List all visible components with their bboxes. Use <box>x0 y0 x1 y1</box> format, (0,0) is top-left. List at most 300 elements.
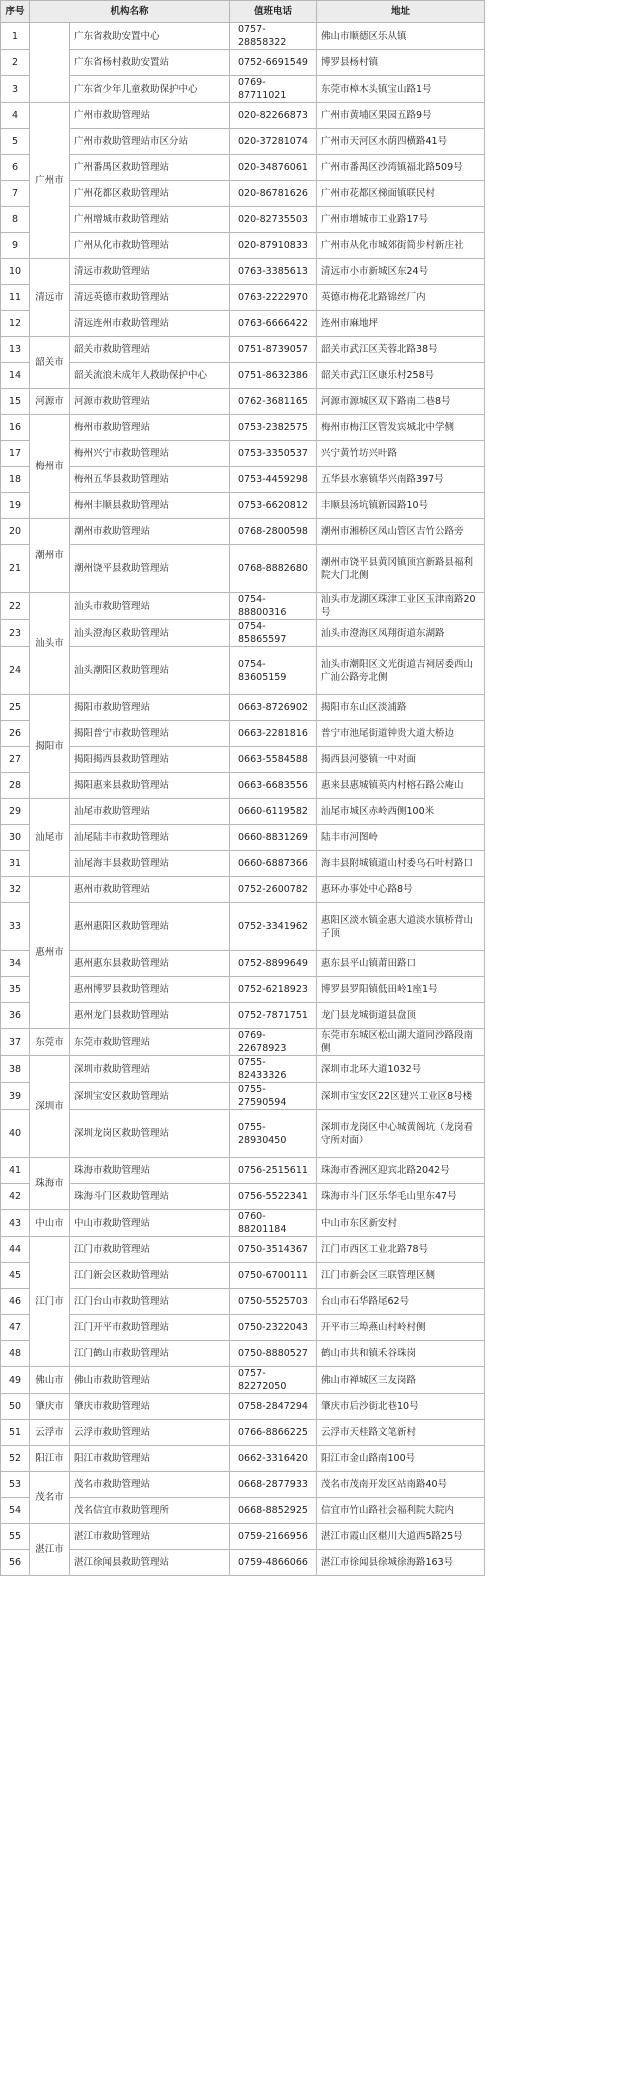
duty-phone: 0751-8632386 <box>230 363 317 389</box>
address: 博罗县罗阳镇低田岭1座1号 <box>317 977 485 1003</box>
row-number: 21 <box>1 545 30 593</box>
address: 广州市黄埔区果园五路9号 <box>317 103 485 129</box>
row-number: 5 <box>1 129 30 155</box>
table-row <box>1 593 485 620</box>
table-row <box>1 1056 485 1083</box>
city-cell: 韶关市 <box>30 337 70 389</box>
institution-name: 清远连州市救助管理站 <box>70 311 230 337</box>
address: 惠环办事处中心路8号 <box>317 877 485 903</box>
table-row <box>1 337 485 363</box>
duty-phone: 0769-87711021 <box>230 76 317 103</box>
duty-phone: 0753-3350537 <box>230 441 317 467</box>
address: 揭西县河婆镇一中对面 <box>317 747 485 773</box>
address: 佛山市禅城区三友岗路 <box>317 1367 485 1394</box>
duty-phone: 0759-2166956 <box>230 1524 317 1550</box>
address: 中山市东区新安村 <box>317 1210 485 1237</box>
institution-name: 惠州市救助管理站 <box>70 877 230 903</box>
table-row <box>1 23 485 50</box>
duty-phone: 0668-8852925 <box>230 1498 317 1524</box>
city-cell: 广州市 <box>30 103 70 259</box>
duty-phone: 0754-83605159 <box>230 647 317 695</box>
address: 普宁市池尾街道钟贵大道大桥边 <box>317 721 485 747</box>
table-row <box>1 1184 485 1210</box>
table-row <box>1 415 485 441</box>
institution-name: 中山市救助管理站 <box>70 1210 230 1237</box>
institution-name: 广州市救助管理站市区分站 <box>70 129 230 155</box>
address: 阳江市金山路南100号 <box>317 1446 485 1472</box>
header-addr: 地址 <box>317 1 485 23</box>
institution-name: 深圳市救助管理站 <box>70 1056 230 1083</box>
address: 佛山市顺德区乐从镇 <box>317 23 485 50</box>
address: 茂名市茂南开发区站南路40号 <box>317 1472 485 1498</box>
row-number: 17 <box>1 441 30 467</box>
row-number: 30 <box>1 825 30 851</box>
address: 惠阳区淡水镇金惠大道淡水镇桥背山子顶 <box>317 903 485 951</box>
duty-phone: 0754-88800316 <box>230 593 317 620</box>
institution-name: 湛江市救助管理站 <box>70 1524 230 1550</box>
address: 龙门县龙城街道县盘顶 <box>317 1003 485 1029</box>
table-row <box>1 799 485 825</box>
city-cell: 阳江市 <box>30 1446 70 1472</box>
row-number: 29 <box>1 799 30 825</box>
duty-phone: 0769-22678923 <box>230 1029 317 1056</box>
duty-phone: 0752-6691549 <box>230 50 317 76</box>
header-name: 机构名称 <box>30 1 230 23</box>
table-row <box>1 545 485 593</box>
table-row <box>1 1289 485 1315</box>
duty-phone: 0660-6887366 <box>230 851 317 877</box>
duty-phone: 0660-8831269 <box>230 825 317 851</box>
table-row <box>1 181 485 207</box>
address: 珠海市香洲区迎宾北路2042号 <box>317 1158 485 1184</box>
address: 深圳市龙岗区中心城黄阁坑（龙岗看守所对面） <box>317 1110 485 1158</box>
duty-phone: 0755-82433326 <box>230 1056 317 1083</box>
address: 潮州市湘桥区凤山管区吉竹公路旁 <box>317 519 485 545</box>
table-row <box>1 311 485 337</box>
institution-name: 江门市救助管理站 <box>70 1237 230 1263</box>
address: 云浮市天桂路文笔新村 <box>317 1420 485 1446</box>
row-number: 19 <box>1 493 30 519</box>
table-row <box>1 1315 485 1341</box>
institution-name: 广州番禺区救助管理站 <box>70 155 230 181</box>
address: 湛江市徐闻县徐城徐海路163号 <box>317 1550 485 1576</box>
header-no: 序号 <box>1 1 30 23</box>
row-number: 22 <box>1 593 30 620</box>
duty-phone: 0768-2800598 <box>230 519 317 545</box>
institution-name: 韶关市救助管理站 <box>70 337 230 363</box>
table-row <box>1 825 485 851</box>
address: 深圳市宝安区22区建兴工业区8号楼 <box>317 1083 485 1110</box>
table-row <box>1 519 485 545</box>
row-number: 26 <box>1 721 30 747</box>
duty-phone: 0753-2382575 <box>230 415 317 441</box>
row-number: 47 <box>1 1315 30 1341</box>
duty-phone: 0752-6218923 <box>230 977 317 1003</box>
duty-phone: 0753-6620812 <box>230 493 317 519</box>
institution-name: 河源市救助管理站 <box>70 389 230 415</box>
row-number: 36 <box>1 1003 30 1029</box>
city-cell: 中山市 <box>30 1210 70 1237</box>
table-row <box>1 851 485 877</box>
institution-name: 清远英德市救助管理站 <box>70 285 230 311</box>
row-number: 56 <box>1 1550 30 1576</box>
row-number: 3 <box>1 76 30 103</box>
institution-name: 揭阳惠来县救助管理站 <box>70 773 230 799</box>
table-row <box>1 1003 485 1029</box>
table-row <box>1 441 485 467</box>
address: 东莞市东城区松山湖大道同沙路段南侧 <box>317 1029 485 1056</box>
row-number: 25 <box>1 695 30 721</box>
duty-phone: 0752-2600782 <box>230 877 317 903</box>
city-cell: 清远市 <box>30 259 70 337</box>
address: 开平市三埠燕山村岭村侧 <box>317 1315 485 1341</box>
row-number: 8 <box>1 207 30 233</box>
address: 深圳市北环大道1032号 <box>317 1056 485 1083</box>
institution-name: 广州从化市救助管理站 <box>70 233 230 259</box>
table-row <box>1 129 485 155</box>
row-number: 32 <box>1 877 30 903</box>
city-cell: 河源市 <box>30 389 70 415</box>
row-number: 9 <box>1 233 30 259</box>
table-row <box>1 207 485 233</box>
duty-phone: 0663-2281816 <box>230 721 317 747</box>
row-number: 14 <box>1 363 30 389</box>
address: 信宜市竹山路社会福利院大院内 <box>317 1498 485 1524</box>
table-row <box>1 1446 485 1472</box>
duty-phone: 0754-85865597 <box>230 620 317 647</box>
institution-name: 江门新会区救助管理站 <box>70 1263 230 1289</box>
duty-phone: 0755-28930450 <box>230 1110 317 1158</box>
table-body <box>1 23 485 1576</box>
city-cell: 珠海市 <box>30 1158 70 1210</box>
address: 清远市小市新城区东24号 <box>317 259 485 285</box>
institution-name: 揭阳揭西县救助管理站 <box>70 747 230 773</box>
institution-name: 韶关流浪未成年人救助保护中心 <box>70 363 230 389</box>
duty-phone: 0758-2847294 <box>230 1394 317 1420</box>
institution-name: 汕尾市救助管理站 <box>70 799 230 825</box>
city-cell: 梅州市 <box>30 415 70 519</box>
table-row <box>1 155 485 181</box>
row-number: 48 <box>1 1341 30 1367</box>
institution-name: 梅州市救助管理站 <box>70 415 230 441</box>
institution-name: 肇庆市救助管理站 <box>70 1394 230 1420</box>
duty-phone: 0668-2877933 <box>230 1472 317 1498</box>
institution-name: 深圳宝安区救助管理站 <box>70 1083 230 1110</box>
institution-name: 汕头市救助管理站 <box>70 593 230 620</box>
table-row <box>1 1341 485 1367</box>
duty-phone: 0763-2222970 <box>230 285 317 311</box>
city-cell: 潮州市 <box>30 519 70 593</box>
address: 肇庆市后沙街北巷10号 <box>317 1394 485 1420</box>
row-number: 18 <box>1 467 30 493</box>
institution-name: 汕头澄海区救助管理站 <box>70 620 230 647</box>
table-row <box>1 1263 485 1289</box>
address: 揭阳市东山区淡浦路 <box>317 695 485 721</box>
institution-name: 江门台山市救助管理站 <box>70 1289 230 1315</box>
institution-name: 云浮市救助管理站 <box>70 1420 230 1446</box>
row-number: 43 <box>1 1210 30 1237</box>
institution-name: 江门开平市救助管理站 <box>70 1315 230 1341</box>
institution-name: 江门鹤山市救助管理站 <box>70 1341 230 1367</box>
row-number: 35 <box>1 977 30 1003</box>
address: 汕头市龙湖区珠津工业区玉津南路20号 <box>317 593 485 620</box>
address: 丰顺县汤坑镇新园路10号 <box>317 493 485 519</box>
address: 广州市花都区梯面镇联民村 <box>317 181 485 207</box>
duty-phone: 0755-27590594 <box>230 1083 317 1110</box>
table-row <box>1 747 485 773</box>
duty-phone: 0757-28858322 <box>230 23 317 50</box>
address: 梅州市梅江区管发宾城北中学侧 <box>317 415 485 441</box>
institution-name: 珠海市救助管理站 <box>70 1158 230 1184</box>
institution-name: 广州花都区救助管理站 <box>70 181 230 207</box>
institution-name: 揭阳普宁市救助管理站 <box>70 721 230 747</box>
address: 陆丰市河图岭 <box>317 825 485 851</box>
duty-phone: 0763-3385613 <box>230 259 317 285</box>
city-cell: 惠州市 <box>30 877 70 1029</box>
institution-name: 揭阳市救助管理站 <box>70 695 230 721</box>
table-row <box>1 1029 485 1056</box>
row-number: 45 <box>1 1263 30 1289</box>
row-number: 28 <box>1 773 30 799</box>
row-number: 39 <box>1 1083 30 1110</box>
institution-name: 茂名市救助管理站 <box>70 1472 230 1498</box>
city-cell: 江门市 <box>30 1237 70 1367</box>
table-row <box>1 50 485 76</box>
row-number: 46 <box>1 1289 30 1315</box>
institution-name: 深圳龙岗区救助管理站 <box>70 1110 230 1158</box>
institution-name: 阳江市救助管理站 <box>70 1446 230 1472</box>
row-number: 52 <box>1 1446 30 1472</box>
table-row <box>1 1550 485 1576</box>
institution-name: 梅州丰顺县救助管理站 <box>70 493 230 519</box>
address: 韶关市武江区康乐村258号 <box>317 363 485 389</box>
institution-name: 惠州惠东县救助管理站 <box>70 951 230 977</box>
institution-name: 汕头潮阳区救助管理站 <box>70 647 230 695</box>
address: 东莞市樟木头镇宝山路1号 <box>317 76 485 103</box>
duty-phone: 0750-3514367 <box>230 1237 317 1263</box>
row-number: 53 <box>1 1472 30 1498</box>
duty-phone: 0660-6119582 <box>230 799 317 825</box>
city-cell: 汕尾市 <box>30 799 70 877</box>
row-number: 10 <box>1 259 30 285</box>
table-row <box>1 877 485 903</box>
row-number: 4 <box>1 103 30 129</box>
address: 湛江市霞山区椹川大道西5路25号 <box>317 1524 485 1550</box>
institution-name: 广东省少年儿童救助保护中心 <box>70 76 230 103</box>
duty-phone: 020-86781626 <box>230 181 317 207</box>
row-number: 55 <box>1 1524 30 1550</box>
duty-phone: 0752-7871751 <box>230 1003 317 1029</box>
institution-name: 惠州博罗县救助管理站 <box>70 977 230 1003</box>
city-cell: 东莞市 <box>30 1029 70 1056</box>
duty-phone: 0756-2515611 <box>230 1158 317 1184</box>
row-number: 15 <box>1 389 30 415</box>
institution-name: 佛山市救助管理站 <box>70 1367 230 1394</box>
institution-name: 惠州惠阳区救助管理站 <box>70 903 230 951</box>
row-number: 27 <box>1 747 30 773</box>
address: 博罗县杨村镇 <box>317 50 485 76</box>
table-row <box>1 1210 485 1237</box>
address: 广州市番禺区沙湾镇福北路509号 <box>317 155 485 181</box>
address: 广州市增城市工业路17号 <box>317 207 485 233</box>
row-number: 20 <box>1 519 30 545</box>
row-number: 6 <box>1 155 30 181</box>
institution-name: 茂名信宜市救助管理所 <box>70 1498 230 1524</box>
row-number: 24 <box>1 647 30 695</box>
duty-phone: 0768-8882680 <box>230 545 317 593</box>
institution-name: 汕尾陆丰市救助管理站 <box>70 825 230 851</box>
address: 惠东县平山镇莆田路口 <box>317 951 485 977</box>
institution-name: 清远市救助管理站 <box>70 259 230 285</box>
institution-name: 潮州市救助管理站 <box>70 519 230 545</box>
institution-name: 惠州龙门县救助管理站 <box>70 1003 230 1029</box>
table-row <box>1 977 485 1003</box>
duty-phone: 0750-6700111 <box>230 1263 317 1289</box>
row-number: 33 <box>1 903 30 951</box>
institution-name: 广东省救助安置中心 <box>70 23 230 50</box>
city-cell <box>30 23 70 103</box>
header-tel: 值班电话 <box>230 1 317 23</box>
address: 河源市源城区双下路南二巷8号 <box>317 389 485 415</box>
table-row <box>1 1524 485 1550</box>
institution-name: 湛江徐闻县救助管理站 <box>70 1550 230 1576</box>
table-row <box>1 1158 485 1184</box>
row-number: 23 <box>1 620 30 647</box>
institution-name: 广州增城市救助管理站 <box>70 207 230 233</box>
address: 五华县水寨镇华兴南路397号 <box>317 467 485 493</box>
table-row <box>1 103 485 129</box>
duty-phone: 0750-5525703 <box>230 1289 317 1315</box>
city-cell: 揭阳市 <box>30 695 70 799</box>
duty-phone: 0750-2322043 <box>230 1315 317 1341</box>
address: 连州市麻地坪 <box>317 311 485 337</box>
row-number: 34 <box>1 951 30 977</box>
institution-name: 潮州饶平县救助管理站 <box>70 545 230 593</box>
table-row <box>1 1394 485 1420</box>
table-row <box>1 903 485 951</box>
address: 广州市从化市城郊街简步村新庄社 <box>317 233 485 259</box>
address: 广州市天河区水荫四横路41号 <box>317 129 485 155</box>
duty-phone: 0756-5522341 <box>230 1184 317 1210</box>
institution-name: 广州市救助管理站 <box>70 103 230 129</box>
table-row <box>1 467 485 493</box>
city-cell: 汕头市 <box>30 593 70 695</box>
table-row <box>1 259 485 285</box>
table-row <box>1 951 485 977</box>
table-row <box>1 1110 485 1158</box>
institution-name: 梅州兴宁市救助管理站 <box>70 441 230 467</box>
row-number: 11 <box>1 285 30 311</box>
address: 潮州市饶平县黄冈镇顶宫新路县福利院大门北侧 <box>317 545 485 593</box>
duty-phone: 0762-3681165 <box>230 389 317 415</box>
row-number: 51 <box>1 1420 30 1446</box>
row-number: 44 <box>1 1237 30 1263</box>
duty-phone: 0760-88201184 <box>230 1210 317 1237</box>
address: 鹤山市共和镇禾谷珠岗 <box>317 1341 485 1367</box>
table-row <box>1 285 485 311</box>
address: 兴宁黄竹坊兴叶路 <box>317 441 485 467</box>
table-row <box>1 695 485 721</box>
table-row <box>1 1237 485 1263</box>
duty-phone: 0763-6666422 <box>230 311 317 337</box>
city-cell: 云浮市 <box>30 1420 70 1446</box>
city-cell: 肇庆市 <box>30 1394 70 1420</box>
row-number: 40 <box>1 1110 30 1158</box>
address: 汕尾市城区赤岭西侧100米 <box>317 799 485 825</box>
duty-phone: 0751-8739057 <box>230 337 317 363</box>
table-row <box>1 493 485 519</box>
address: 江门市西区工业北路78号 <box>317 1237 485 1263</box>
row-number: 38 <box>1 1056 30 1083</box>
city-cell: 湛江市 <box>30 1524 70 1576</box>
table-row <box>1 1083 485 1110</box>
duty-phone: 020-37281074 <box>230 129 317 155</box>
city-cell: 茂名市 <box>30 1472 70 1524</box>
row-number: 50 <box>1 1394 30 1420</box>
duty-phone: 020-87910833 <box>230 233 317 259</box>
duty-phone: 0757-82272050 <box>230 1367 317 1394</box>
row-number: 31 <box>1 851 30 877</box>
table-row <box>1 721 485 747</box>
table-header-row <box>1 1 485 23</box>
address: 台山市石华路尾62号 <box>317 1289 485 1315</box>
table-row <box>1 1498 485 1524</box>
row-number: 37 <box>1 1029 30 1056</box>
duty-phone: 0750-8880527 <box>230 1341 317 1367</box>
table-row <box>1 773 485 799</box>
duty-phone: 0759-4866066 <box>230 1550 317 1576</box>
duty-phone: 0753-4459298 <box>230 467 317 493</box>
row-number: 41 <box>1 1158 30 1184</box>
address: 英德市梅花北路锦丝厂内 <box>317 285 485 311</box>
duty-phone: 0752-3341962 <box>230 903 317 951</box>
duty-phone: 020-82735503 <box>230 207 317 233</box>
city-cell: 佛山市 <box>30 1367 70 1394</box>
duty-phone: 020-82266873 <box>230 103 317 129</box>
row-number: 12 <box>1 311 30 337</box>
duty-phone: 0662-3316420 <box>230 1446 317 1472</box>
duty-phone: 0752-8899649 <box>230 951 317 977</box>
row-number: 42 <box>1 1184 30 1210</box>
table-row <box>1 1367 485 1394</box>
row-number: 13 <box>1 337 30 363</box>
table-row <box>1 363 485 389</box>
institution-name: 广东省杨村救助安置站 <box>70 50 230 76</box>
duty-phone: 0766-8866225 <box>230 1420 317 1446</box>
row-number: 54 <box>1 1498 30 1524</box>
row-number: 2 <box>1 50 30 76</box>
row-number: 49 <box>1 1367 30 1394</box>
table-row <box>1 1420 485 1446</box>
table-row <box>1 1472 485 1498</box>
address: 汕头市澄海区凤翔街道东湖路 <box>317 620 485 647</box>
table-row <box>1 647 485 695</box>
institution-name: 汕尾海丰县救助管理站 <box>70 851 230 877</box>
duty-phone: 0663-5584588 <box>230 747 317 773</box>
institution-name: 珠海斗门区救助管理站 <box>70 1184 230 1210</box>
address: 惠来县惠城镇英内村榕石路公庵山 <box>317 773 485 799</box>
address: 汕头市潮阳区文光街道吉祠居委西山广汕公路旁北侧 <box>317 647 485 695</box>
duty-phone: 0663-8726902 <box>230 695 317 721</box>
table-row <box>1 389 485 415</box>
row-number: 7 <box>1 181 30 207</box>
city-cell: 深圳市 <box>30 1056 70 1158</box>
address: 韶关市武江区芙蓉北路38号 <box>317 337 485 363</box>
address: 珠海市斗门区乐华毛山里东47号 <box>317 1184 485 1210</box>
row-number: 16 <box>1 415 30 441</box>
institution-name: 梅州五华县救助管理站 <box>70 467 230 493</box>
address: 海丰县附城镇道山村委乌石叶村路口 <box>317 851 485 877</box>
